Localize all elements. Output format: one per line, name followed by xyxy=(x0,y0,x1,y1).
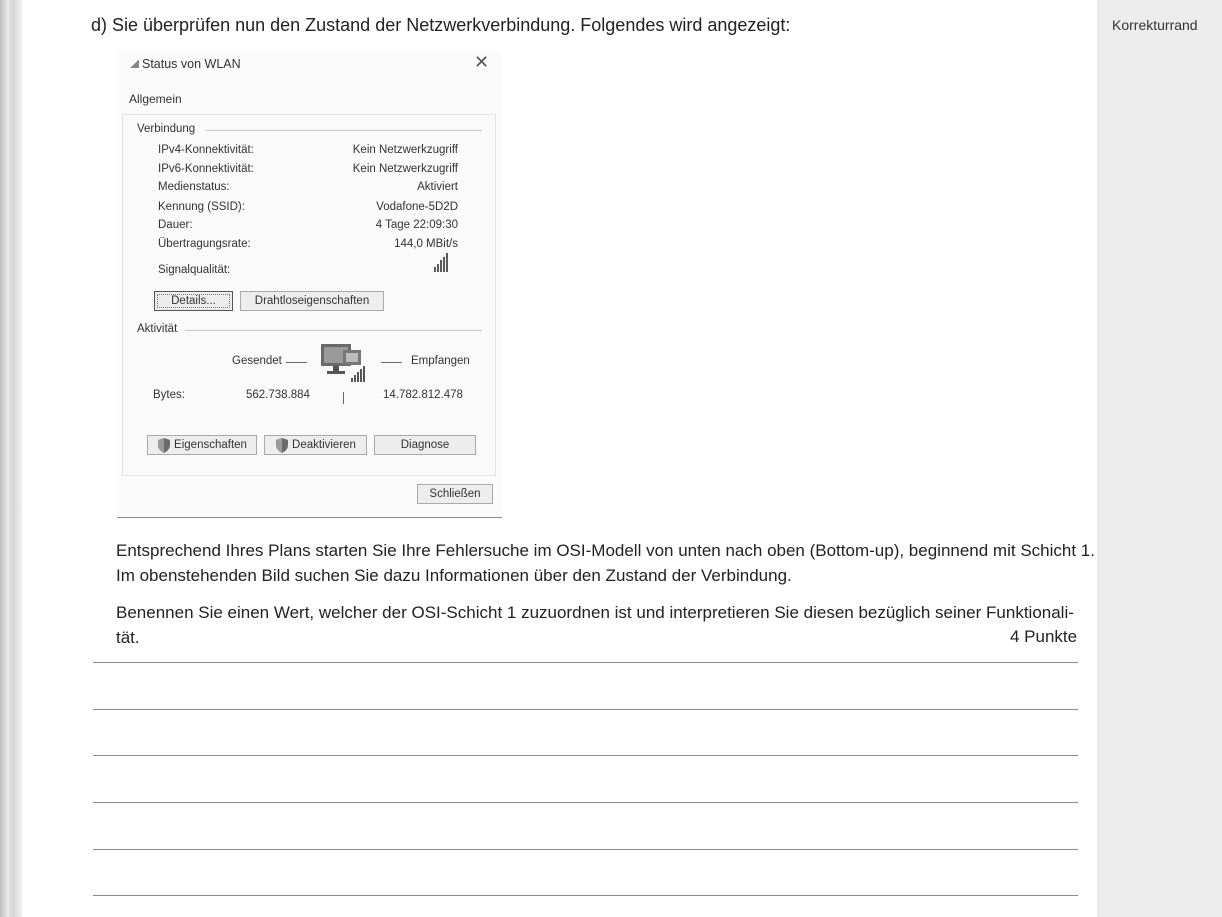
wlan-status-dialog xyxy=(117,50,502,518)
dialog-title-text: Status von WLAN xyxy=(142,57,241,71)
transfer-rate-value: 144,0 MBit/s xyxy=(394,238,458,250)
details-button[interactable]: Details... xyxy=(154,291,233,311)
bytes-sent-value: 562.738.884 xyxy=(246,389,310,401)
bytes-divider xyxy=(343,392,344,404)
answer-line[interactable] xyxy=(93,802,1078,803)
points-label: 4 Punkte xyxy=(1010,627,1078,646)
answer-line[interactable] xyxy=(93,755,1078,756)
correction-margin xyxy=(1097,0,1222,917)
diagnose-button[interactable]: Diagnose xyxy=(374,435,476,455)
group-divider xyxy=(205,130,482,131)
wireless-properties-button[interactable]: Drahtloseigenschaften xyxy=(240,291,384,311)
close-icon[interactable]: ✕ xyxy=(474,52,490,72)
ipv4-value: Kein Netzwerkzugriff xyxy=(352,144,458,156)
answer-line[interactable] xyxy=(93,895,1078,896)
paragraph-1-line-2: Im obenstehenden Bild suchen Sie dazu Informationen über den Zustand der Verbindung. xyxy=(116,566,792,585)
paragraph-1-line-1: Entsprechend Ihres Plans starten Sie Ihre Fehlersuche im OSI-Modell von unten nach oben (Bottom-up), beginnend mit Schicht 1. xyxy=(116,541,1095,560)
ssid-label: Kennung (SSID): xyxy=(158,201,245,213)
activity-group-title: Aktivität xyxy=(137,323,181,335)
signal-quality-label: Signalqualität: xyxy=(158,264,231,276)
signal-strength-icon xyxy=(434,253,448,272)
paragraph-2-line-1: Benennen Sie einen Wert, welcher der OSI-Schicht 1 zuzuordnen ist und interpretieren Sie diesen bezüglich seiner Funktionali- xyxy=(116,603,1074,622)
properties-button[interactable] xyxy=(147,435,257,455)
paragraph-2-line-2: tät. xyxy=(116,628,140,647)
ssid-value: Vodafone-5D2D xyxy=(376,201,458,213)
bytes-received-value: 14.782.812.478 xyxy=(383,389,463,401)
group-divider xyxy=(185,330,482,331)
dialog-title xyxy=(129,57,241,71)
question-text: d) Sie überprüfen nun den Zustand der Netzwerkverbindung. Folgendes wird angezeigt: xyxy=(91,15,791,35)
properties-button-label: Eigenschaften xyxy=(174,439,247,451)
duration-value: 4 Tage 22:09:30 xyxy=(375,219,458,231)
bytes-label: Bytes: xyxy=(153,389,185,401)
signal-bar xyxy=(440,260,442,272)
transfer-rate-label: Übertragungsrate: xyxy=(158,238,251,250)
signal-bar xyxy=(446,253,448,272)
sent-label: Gesendet xyxy=(232,355,282,367)
correction-margin-label: Korrekturrand xyxy=(1112,17,1198,33)
ipv6-value: Kein Netzwerkzugriff xyxy=(352,163,458,175)
signal-bar xyxy=(434,267,436,272)
tab-general[interactable]: Allgemein xyxy=(129,92,182,106)
disable-button-label: Deaktivieren xyxy=(292,439,356,451)
close-button[interactable]: Schließen xyxy=(417,484,493,504)
connection-group-title: Verbindung xyxy=(137,123,199,135)
answer-line[interactable] xyxy=(93,849,1078,850)
ipv6-label: IPv6-Konnektivität: xyxy=(158,163,254,175)
answer-line[interactable] xyxy=(93,709,1078,710)
duration-label: Dauer: xyxy=(158,219,193,231)
disable-button[interactable] xyxy=(264,435,367,455)
media-status-value: Aktiviert xyxy=(417,181,458,193)
wifi-icon xyxy=(129,60,139,68)
shield-icon xyxy=(157,438,171,453)
ipv4-label: IPv4-Konnektivität: xyxy=(158,144,254,156)
network-computer-icon xyxy=(319,340,375,390)
signal-bar xyxy=(437,264,439,273)
general-panel xyxy=(122,114,496,476)
answer-line[interactable] xyxy=(93,662,1078,663)
media-status-label: Medienstatus: xyxy=(158,181,230,193)
received-line xyxy=(381,362,402,363)
shield-icon xyxy=(275,438,289,453)
received-label: Empfangen xyxy=(411,355,470,367)
binder-edge xyxy=(0,0,22,917)
signal-bar xyxy=(443,257,445,273)
sent-line xyxy=(286,362,307,363)
